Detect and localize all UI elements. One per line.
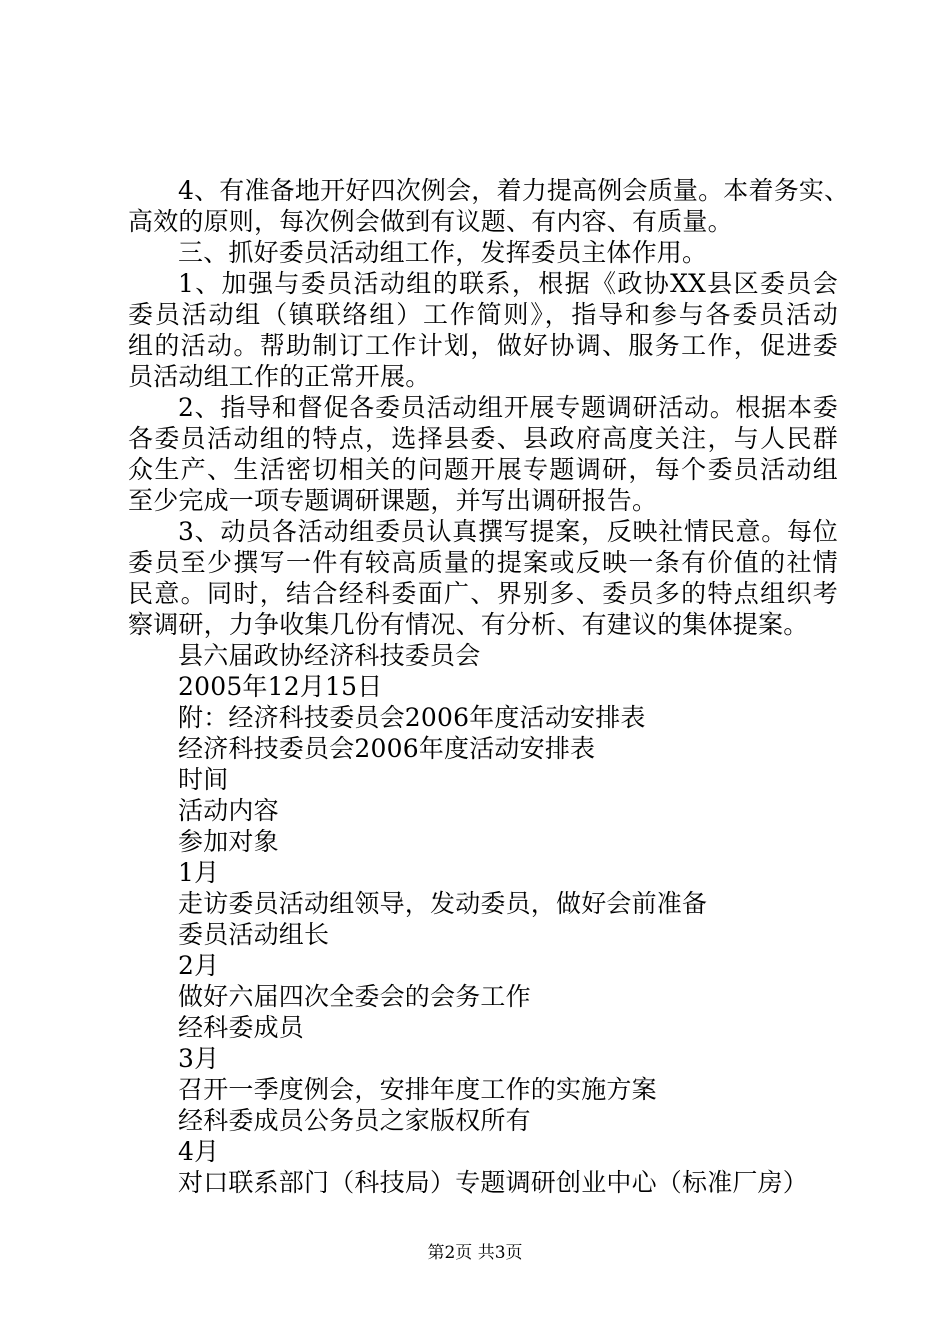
schedule-activity: 召开一季度例会，安排年度工作的实施方案 — [178, 1075, 657, 1104]
schedule-month: 3月 — [178, 1044, 220, 1073]
text-line: 组的活动。帮助制订工作计划，做好协调、服务工作，促进委 — [128, 331, 838, 360]
text-line: 1、加强与委员活动组的联系，根据《政协XX县区委员会 — [178, 269, 838, 298]
text-line: 三、抓好委员活动组工作，发挥委员主体作用。 — [178, 238, 708, 267]
text-line: 委员活动组（镇联络组）工作简则》，指导和参与各委员活动 — [128, 300, 838, 329]
schedule-participants: 经科委成员公务员之家版权所有 — [178, 1106, 531, 1135]
schedule-title: 经济科技委员会2006年度活动安排表 — [178, 734, 596, 763]
text-line: 至少完成一项专题调研课题，并写出调研报告。 — [128, 486, 658, 515]
paragraph-regular-meetings — [128, 175, 850, 237]
page-number-footer: 第2页 共3页 — [427, 1243, 523, 1263]
text-line: 各委员活动组的特点，选择县委、县政府高度关注，与人民群 — [128, 424, 838, 453]
text-line: 委员至少撰写一件有较高质量的提案或反映一条有价值的社情 — [128, 548, 838, 577]
section-heading-3 — [128, 237, 838, 268]
text-line: 众生产、生活密切相关的问题开展专题调研，每个委员活动组 — [128, 455, 838, 484]
schedule-header-time: 时间 — [178, 765, 229, 794]
schedule-activity: 走访委员活动组领导，发动委员，做好会前准备 — [178, 889, 708, 918]
schedule-month: 2月 — [178, 951, 220, 980]
attachment-note: 附：经济科技委员会2006年度活动安排表 — [178, 703, 646, 732]
text-line: 察调研，力争收集几份有情况、有分析、有建议的集体提案。 — [128, 610, 809, 639]
schedule-activity: 做好六届四次全委会的会务工作 — [178, 982, 531, 1011]
text-line: 4、有准备地开好四次例会，着力提高例会质量。本着务实、 — [178, 176, 850, 205]
schedule-month: 1月 — [178, 858, 220, 887]
text-line: 高效的原则，每次例会做到有议题、有内容、有质量。 — [128, 207, 733, 236]
signature-date: 2005年12月15日 — [178, 672, 383, 701]
paragraph-item-1 — [128, 268, 838, 392]
signature-organization: 县六届政协经济科技委员会 — [178, 641, 481, 670]
schedule-activity: 对口联系部门（科技局）专题调研创业中心（标准厂房） — [178, 1168, 809, 1197]
text-line: 员活动组工作的正常开展。 — [128, 362, 431, 391]
document-body — [128, 175, 850, 1198]
schedule-header-content: 活动内容 — [178, 796, 279, 825]
text-line: 3、动员各活动组委员认真撰写提案，反映社情民意。每位 — [178, 517, 838, 546]
paragraph-item-3 — [128, 516, 838, 640]
schedule-participants: 经科委成员 — [178, 1013, 305, 1042]
text-line: 民意。同时，结合经科委面广、界别多、委员多的特点组织考 — [128, 579, 838, 608]
text-line: 2、指导和督促各委员活动组开展专题调研活动。根据本委 — [178, 393, 838, 422]
paragraph-item-2 — [128, 392, 838, 516]
schedule-header-participants: 参加对象 — [178, 827, 279, 856]
schedule-month: 4月 — [178, 1137, 220, 1166]
schedule-participants: 委员活动组长 — [178, 920, 330, 949]
